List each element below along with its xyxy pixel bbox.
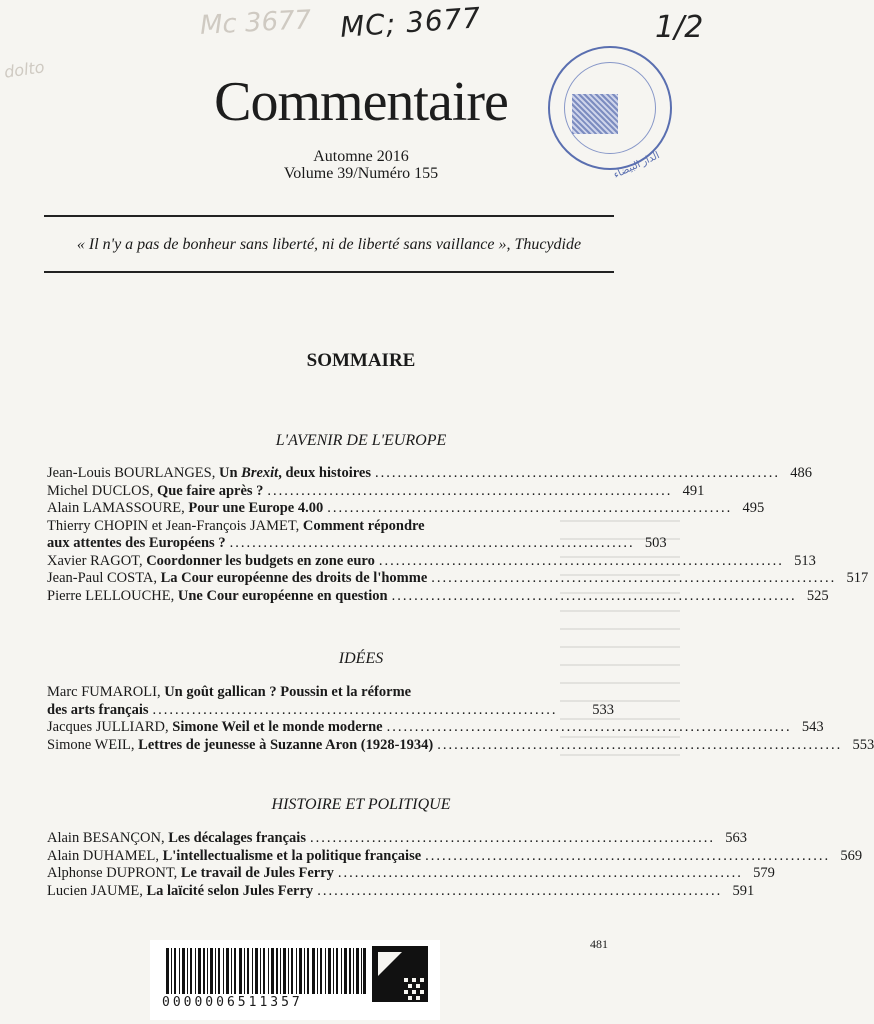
- entry-title: La Cour européenne des droits de l'homme: [160, 570, 428, 586]
- entry-author: Alphonse DUPRONT,: [47, 865, 178, 881]
- entry-page: 553: [852, 736, 874, 753]
- dot-leader: ........................................................................: [375, 465, 781, 481]
- entry-title: Comment répondre: [302, 517, 425, 534]
- toc-entry[interactable]: [47, 865, 775, 883]
- toc-entry[interactable]: [47, 736, 874, 755]
- toc-list-histoire: [47, 830, 863, 900]
- section-heading-histoire: HISTOIRE ET POLITIQUE: [271, 796, 451, 813]
- entry-title: Pour une Europe 4.00: [188, 500, 324, 516]
- dot-leader: ........................................................................: [391, 587, 797, 604]
- toc-entry[interactable]: [47, 847, 863, 866]
- entry-title: , deux histoires: [278, 465, 372, 481]
- entry-author: Lucien JAUME,: [47, 882, 143, 899]
- dot-leader: ........................................................................: [378, 552, 784, 569]
- dot-leader: ........................................................................: [437, 736, 843, 753]
- entry-title-line2: des arts français: [47, 701, 149, 718]
- entry-title: Que faire après ?: [156, 482, 264, 499]
- issue-volume: Volume 39/Numéro 155: [283, 165, 439, 182]
- entry-title: Un: [218, 465, 242, 481]
- entry-page: 525: [806, 587, 829, 604]
- entry-author: Marc FUMAROLI,: [47, 684, 161, 700]
- section-heading-europe: L'AVENIR DE L'EUROPE: [275, 432, 447, 449]
- entry-page: 495: [742, 500, 765, 516]
- dot-leader: ........................................................................: [267, 482, 673, 499]
- toc-entry[interactable]: [47, 719, 824, 737]
- entry-page: 491: [682, 482, 705, 499]
- library-logo-icon: [372, 946, 428, 1002]
- entry-author: Jacques JULLIARD,: [47, 719, 169, 735]
- faded-margin-note: dolto: [2, 57, 46, 82]
- entry-title: Simone Weil et le monde moderne: [172, 719, 383, 735]
- entry-author: Jean-Paul COSTA,: [47, 570, 157, 586]
- entry-author: Jean-Louis BOURLANGES,: [47, 465, 216, 481]
- entry-page: 563: [725, 830, 747, 846]
- stamp-text: الدار البيضاء: [611, 150, 662, 181]
- entry-title-line2: aux attentes des Européens ?: [47, 535, 226, 551]
- entry-author: Pierre LELLOUCHE,: [47, 587, 175, 604]
- entry-title: Coordonner les budgets en zone euro: [146, 552, 375, 569]
- entry-author: Alain LAMASSOURE,: [47, 500, 185, 516]
- entry-author: Michel DUCLOS,: [47, 482, 154, 499]
- entry-title: Le travail de Jules Ferry: [180, 865, 334, 881]
- dot-leader: ........................................................................: [425, 847, 831, 864]
- entry-author: Simone WEIL,: [47, 736, 135, 753]
- entry-author: Xavier RAGOT,: [47, 552, 143, 569]
- shelf-mark: MC; 3677: [339, 1, 483, 44]
- entry-title: L'intellectualisme et la politique française: [162, 847, 422, 864]
- page-number: 481: [590, 937, 608, 951]
- dot-leader: ........................................................................: [229, 535, 635, 551]
- toc-entry[interactable]: [47, 587, 829, 606]
- toc-entry[interactable]: [47, 482, 705, 501]
- journal-title: Commentaire: [214, 71, 508, 133]
- entry-page: 513: [794, 552, 816, 569]
- entry-page: 569: [840, 847, 863, 864]
- toc-list-europe: [47, 465, 869, 605]
- dot-leader: ........................................................................: [337, 865, 743, 881]
- entry-page: 503: [644, 535, 667, 551]
- toc-list-idees: [47, 684, 874, 754]
- toc-entry[interactable]: [47, 552, 816, 571]
- dot-leader: ........................................................................: [317, 882, 723, 899]
- entry-author: Alain DUHAMEL,: [47, 847, 159, 864]
- entry-page: 591: [732, 882, 755, 899]
- dot-leader: ........................................................................: [309, 830, 715, 846]
- faded-shelf-mark: Mc 3677: [199, 5, 312, 41]
- issue-season: Automne 2016: [313, 148, 409, 165]
- top-rule: [44, 215, 614, 217]
- toc-entry[interactable]: [47, 500, 765, 518]
- entry-page: 517: [846, 570, 869, 586]
- toc-entry[interactable]: [47, 830, 747, 848]
- entry-author: Alain BESANÇON,: [47, 830, 165, 846]
- barcode-digits: 0000006511357: [162, 995, 303, 1010]
- entry-title: La laïcité selon Jules Ferry: [146, 882, 314, 899]
- entry-page: 543: [801, 719, 824, 735]
- entry-title: Les décalages français: [168, 830, 306, 846]
- contents-heading: SOMMAIRE: [306, 350, 416, 371]
- toc-entry[interactable]: [47, 882, 755, 901]
- entry-title-emphasis: Brexit: [241, 465, 279, 481]
- entry-page: 533: [592, 701, 614, 718]
- entry-title: Un goût gallican ? Poussin et la réforme: [164, 684, 412, 700]
- section-heading-idees: IDÉES: [338, 650, 384, 667]
- toc-entry[interactable]: [47, 465, 813, 483]
- bottom-rule: [44, 271, 614, 273]
- barcode-icon: [166, 948, 366, 994]
- dot-leader: ........................................................................: [386, 719, 792, 735]
- epigraph: « Il n'y a pas de bonheur sans liberté, ni de liberté sans vaillance », Thucydide: [76, 236, 582, 253]
- dot-leader: ........................................................................: [431, 570, 837, 586]
- entry-title: Une Cour européenne en question: [177, 587, 388, 604]
- toc-entry[interactable]: [47, 570, 869, 588]
- toc-entry-multiline[interactable]: [47, 517, 667, 553]
- entry-page: 486: [790, 465, 813, 481]
- dot-leader: ........................................................................: [327, 500, 733, 516]
- toc-entry-multiline[interactable]: [47, 684, 614, 719]
- entry-page: 579: [753, 865, 775, 881]
- dot-leader: ........................................................................: [152, 701, 558, 718]
- entry-title: Lettres de jeunesse à Suzanne Aron (1928-1934): [138, 736, 434, 753]
- volume-mark: 1/2: [655, 10, 704, 45]
- entry-author: Thierry CHOPIN et Jean-François JAMET,: [47, 517, 300, 534]
